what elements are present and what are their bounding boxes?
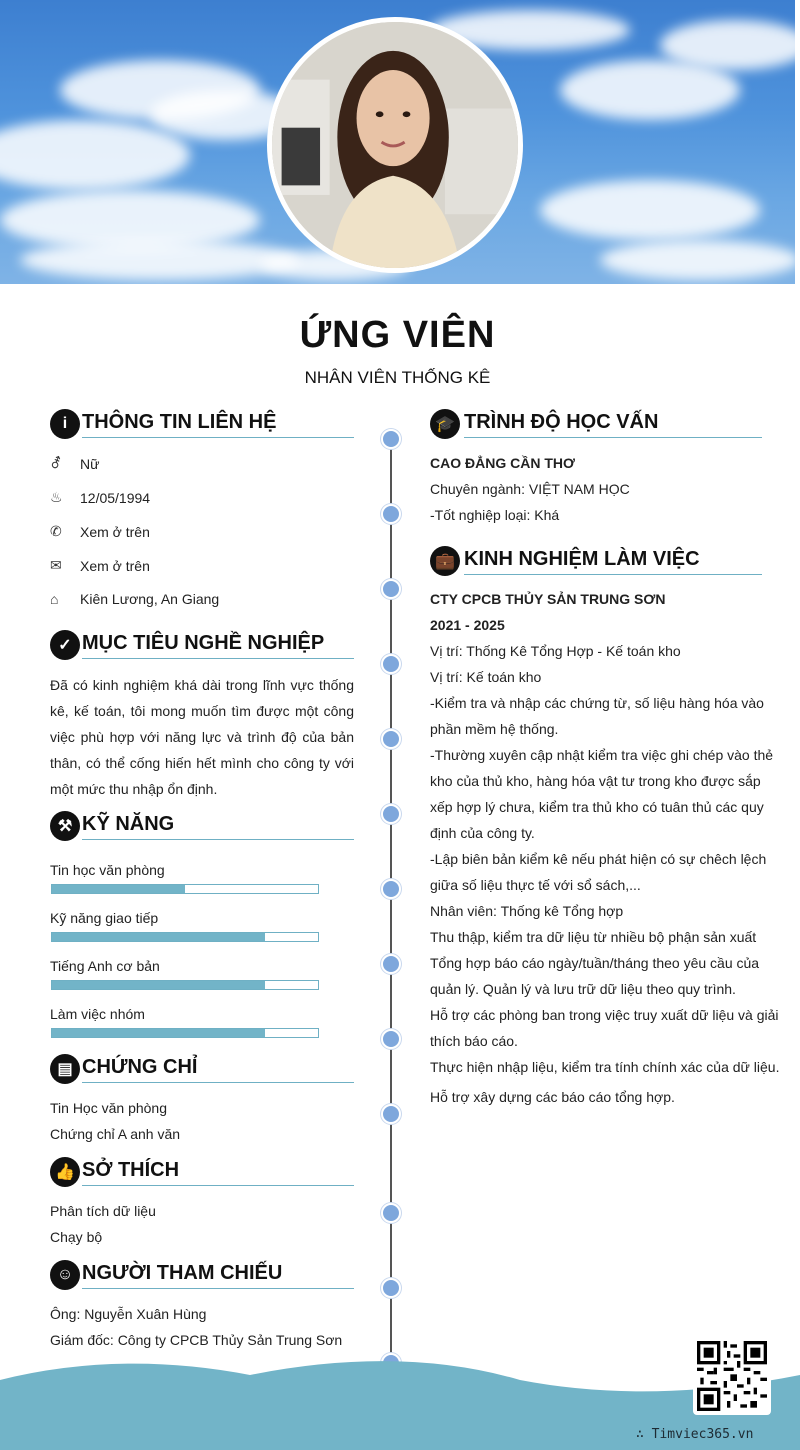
skill-bar-fill: [52, 1029, 265, 1037]
certificates-section-heading: [50, 1054, 354, 1084]
email-value: Xem ở trên: [80, 557, 150, 574]
experience-line: -Kiểm tra và nhập các chứng từ, số liệu hàng hóa vào phần mềm hệ thống.: [430, 695, 764, 737]
experience-line: Thực hiện nhập liệu, kiểm tra tính chính xác của dữ liệu.: [430, 1059, 780, 1075]
skill-bar-fill: [52, 933, 265, 941]
skill-bar-fill: [52, 885, 185, 893]
avatar: [267, 17, 523, 273]
skill-bar: [51, 932, 319, 942]
timeline-dot: [381, 504, 401, 524]
contact-title: THÔNG TIN LIÊN HỆ: [82, 411, 354, 438]
reference-item: Ông: Nguyễn Xuân Hùng: [50, 1306, 207, 1322]
hobbies-section-heading: [50, 1157, 354, 1187]
timeline-dot: [381, 579, 401, 599]
qr-code[interactable]: [693, 1337, 771, 1415]
skill-label: Tin học văn phòng: [50, 862, 165, 878]
experience-line: Nhân viên: Thống kê Tổng hợp: [430, 903, 624, 919]
timeline-dot: [381, 654, 401, 674]
objective-title: MỤC TIÊU NGHỀ NGHIỆP: [82, 632, 354, 659]
timeline-dot: [381, 1029, 401, 1049]
reference-item: Giám đốc: Công ty CPCB Thủy Sản Trung Sơn: [50, 1332, 343, 1348]
education-section-heading: [430, 409, 762, 439]
experience-title: KINH NGHIỆM LÀM VIỆC: [464, 548, 762, 575]
experience-line: Tổng hợp báo cáo ngày/tuần/tháng theo yêu cầu của quản lý. Quản lý và lưu trữ dữ liệu theo quy trình.: [430, 955, 760, 997]
skill-label: Kỹ năng giao tiếp: [50, 910, 159, 926]
timeline-dot: [381, 804, 401, 824]
experience-details: [430, 586, 780, 1110]
certificate-item: Tin Học văn phòng: [50, 1100, 167, 1116]
graduation-cap-icon: 🎓: [430, 409, 460, 439]
skill-bar-fill: [52, 981, 265, 989]
timeline-dot: [381, 879, 401, 899]
contact-birthday: [50, 489, 150, 506]
experience-line: Vị trí: Thống Kê Tổng Hợp - Kế toán kho: [430, 643, 681, 659]
education-grade: -Tốt nghiệp loại: Khá: [430, 507, 560, 523]
contact-email: [50, 557, 150, 574]
experience-line: Hỗ trợ các phòng ban trong việc truy xuất dữ liệu và giải thích báo cáo.: [430, 1007, 779, 1049]
hobbies-title: SỞ THÍCH: [82, 1159, 354, 1186]
certificates-title: CHỨNG CHỈ: [82, 1056, 354, 1083]
hobby-item: Phân tích dữ liệu: [50, 1203, 156, 1219]
birthday-cake-icon: ♨: [50, 489, 63, 505]
info-icon: i: [50, 409, 80, 439]
experience-line: -Lập biên bản kiểm kê nếu phát hiện có sự chêch lệch giữa số liệu thực tế với sổ sách,...: [430, 851, 767, 893]
experience-section-heading: [430, 546, 762, 576]
experience-line: Vị trí: Kế toán kho: [430, 669, 542, 685]
timeline-dot: [381, 429, 401, 449]
experience-period: 2021 - 2025: [430, 617, 505, 633]
experience-line: -Thường xuyên cập nhật kiểm tra việc ghi chép vào thẻ kho của thủ kho, hàng hóa vật tư trong kho được sắp xếp hợp lý chưa, kiểm tra thủ kho có tuân thủ các quy định của công ty.: [430, 747, 774, 841]
references-title: NGƯỜI THAM CHIẾU: [82, 1262, 354, 1289]
education-title: TRÌNH ĐỘ HỌC VẤN: [464, 411, 762, 438]
qr-code-icon: [697, 1341, 767, 1411]
wrench-icon: ⚒: [50, 811, 80, 841]
education-school: CAO ĐẲNG CẦN THƠ: [430, 455, 575, 471]
contact-section-heading: [50, 409, 354, 439]
timeline-dot: [381, 954, 401, 974]
experience-company: CTY CPCB THỦY SẢN TRUNG SƠN: [430, 591, 666, 607]
phone-icon: ✆: [50, 523, 62, 539]
email-icon: ✉: [50, 557, 62, 573]
timeline-dot: [381, 1203, 401, 1223]
phone-value: Xem ở trên: [80, 523, 150, 540]
skills-section-heading: [50, 811, 354, 841]
skills-title: KỸ NĂNG: [82, 813, 354, 840]
objective-text: Đã có kinh nghiệm khá dài trong lĩnh vực thống kê, kế toán, tôi mong muốn tìm được một công việc phù hợp với năng lực và trình độ của bản thân, có thể cống hiến hết mình cho công ty với một mức thu nhập ổn định.: [50, 677, 354, 797]
contact-address: [50, 591, 219, 607]
contact-phone: [50, 523, 150, 540]
address-value: Kiên Lương, An Giang: [80, 591, 220, 607]
objective-section-heading: [50, 630, 354, 660]
references-section-heading: [50, 1260, 354, 1290]
experience-line: Hỗ trợ xây dựng các báo cáo tổng hợp.: [430, 1089, 675, 1105]
gender-value: Nữ: [80, 455, 100, 472]
education-major: Chuyên ngành: VIỆT NAM HỌC: [430, 481, 630, 497]
candidate-name: ỨNG VIÊN: [299, 314, 496, 356]
timeline-dot: [381, 1104, 401, 1124]
skill-label: Tiếng Anh cơ bản: [50, 958, 160, 974]
candidate-position: NHÂN VIÊN THỐNG KÊ: [304, 368, 491, 387]
thumbs-up-icon: 👍: [50, 1157, 80, 1187]
education-details: [430, 450, 780, 528]
brand-watermark[interactable]: ∴ Timviec365.vn: [636, 1427, 754, 1442]
contact-gender: [50, 455, 99, 472]
skill-bar: [51, 884, 319, 894]
birthday-value: 12/05/1994: [80, 489, 151, 506]
person-icon: ☺: [50, 1260, 80, 1290]
experience-line: Thu thập, kiểm tra dữ liệu từ nhiều bộ phận sản xuất: [430, 929, 757, 945]
hobby-item: Chạy bộ: [50, 1229, 103, 1245]
skill-bar: [51, 1028, 319, 1038]
briefcase-icon: 💼: [430, 546, 460, 576]
gender-icon: ⚦: [50, 455, 62, 471]
certificate-item: Chứng chỉ A anh văn: [50, 1126, 181, 1142]
skill-label: Làm việc nhóm: [50, 1006, 145, 1022]
home-icon: ⌂: [50, 591, 59, 607]
skill-bar: [51, 980, 319, 990]
certificate-icon: ▤: [50, 1054, 80, 1084]
timeline-dot: [381, 1278, 401, 1298]
checkmark-icon: ✓: [50, 630, 80, 660]
timeline-dot: [381, 729, 401, 749]
profile-photo: [272, 22, 518, 268]
